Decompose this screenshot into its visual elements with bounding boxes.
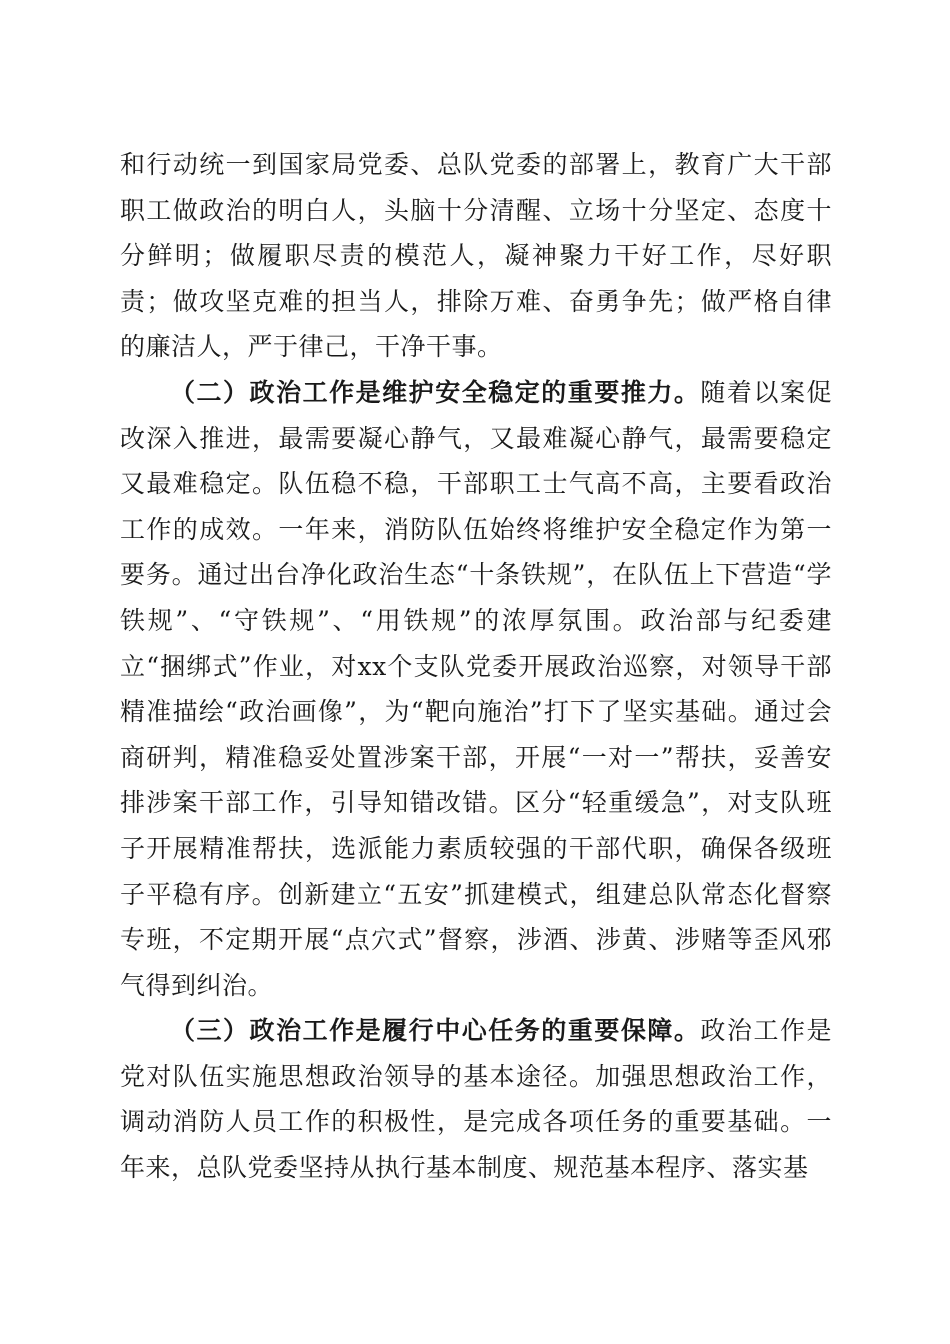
paragraph-text: 和行动统一到国家局党委、总队党委的部署上，教育广大干部职工做政治的明白人，头脑十分清醒、立场十分坚定、态度十分鲜明；做履职尽责的模范人，凝神聚力干好工作，尽好职责；做攻坚克难的担当人，排除万难、奋勇争先；做严格自律的廉洁人，严于律己，干净干事。 xyxy=(120,150,832,362)
document-body xyxy=(120,142,832,1191)
paragraph-text: 随着以案促改深入推进，最需要凝心静气，又最难凝心静气，最需要稳定又最难稳定。队伍稳不稳，干部职工士气高不高，主要看政治工作的成效。一年来，消防队伍始终将维护安全稳定作为第一要务。通过出台净化政治生态“十条铁规”，在队伍上下营造“学铁规”、“守铁规”、“用铁规”的浓厚氛围。政治部与纪委建立“捆绑式”作业，对xx个支队党委开展政治巡察，对领导干部精准描绘“政治画像”，为“靶向施治”打下了坚实基础。通过会商研判，精准稳妥处置涉案干部，开展“一对一”帮扶，妥善安排涉案干部工作，引导知错改错。区分“轻重缓急”，对支队班子开展精准帮扶，选派能力素质较强的干部代职，确保各级班子平稳有序。创新建立“五安”抓建模式，组建总队常态化督察专班，不定期开展“点穴式”督察，涉酒、涉黄、涉赌等歪风邪气得到纠治。 xyxy=(120,377,832,1000)
section-heading-three: （三）政治工作是履行中心任务的重要保障。 xyxy=(170,1016,701,1046)
paragraph-section-three xyxy=(120,1008,832,1190)
paragraph-continuation xyxy=(120,142,832,370)
paragraph-text: 政治工作是党对队伍实施思想政治领导的基本途径。加强思想政治工作，调动消防人员工作的积极性，是完成各项任务的重要基础。一年来，总队党委坚持从执行基本制度、规范基本程序、落实基 xyxy=(120,1016,832,1183)
section-heading-two: （二）政治工作是维护安全稳定的重要推力。 xyxy=(170,377,701,407)
paragraph-section-two xyxy=(120,370,832,1008)
